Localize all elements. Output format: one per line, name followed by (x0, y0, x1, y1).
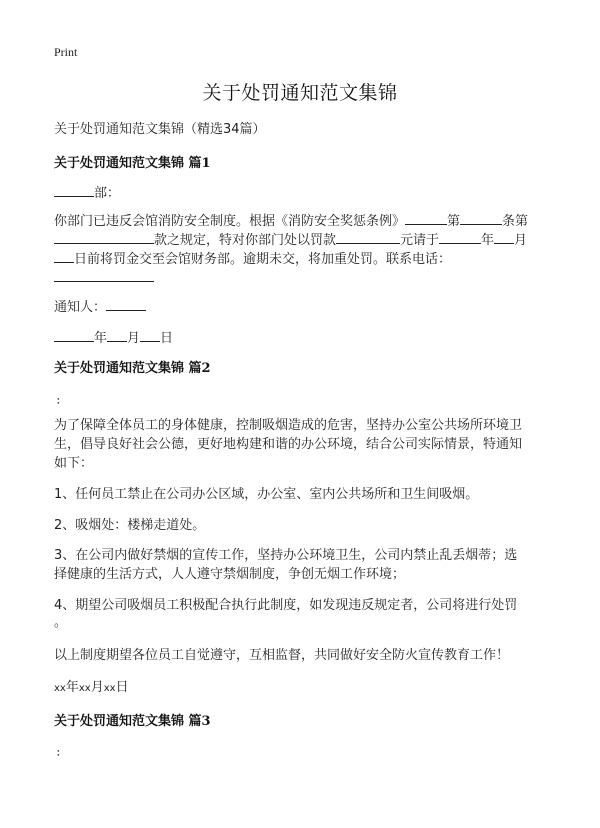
section-2-item-3-line-2: 择健康的生活方式，人人遵守禁烟制度，争创无烟工作环境； (54, 567, 406, 582)
date-placeholder: xx (78, 683, 91, 694)
section-2-intro-line-2: 生，倡导良好社会公德，更好地构建和谐的办公环境，结合公司实际情景，特通知 (54, 437, 523, 452)
paragraph-text: 条第 (502, 214, 529, 229)
date-text: 日 (160, 331, 174, 346)
section-1-department-line (54, 182, 554, 203)
section-2-item-3-line-1: 3、在公司内做好禁烟的宣传工作，坚持办公环境卫生，公司内禁止乱丢烟蒂；选 (54, 548, 518, 563)
month-blank (494, 229, 514, 244)
paragraph-text: 你部门已违反会馆消防安全制度。根据《消防安全奖惩条例》 (54, 214, 406, 229)
paragraph-text: 年 (481, 233, 495, 248)
section-2-date-line (54, 678, 554, 698)
department-suffix: 部： (94, 186, 121, 201)
document-title: 关于处罚通知范文集锦 (202, 82, 398, 104)
section-2-salutation: ： (56, 396, 66, 407)
section-2-item-2: 2、吸烟处：楼梯走道处。 (54, 518, 206, 533)
date-placeholder: xx (103, 683, 116, 694)
date-text: 日 (115, 680, 129, 695)
date-text: 年 (65, 680, 79, 695)
section-2-intro-line-1: 为了保障全体员工的身体健康，控制吸烟造成的危害，坚持办公室公共场所环境卫 (54, 418, 523, 433)
day-blank (54, 248, 74, 263)
paragraph-text: 日前将罚金交至会馆财务部。逾期未交，将加重处罚。联系电话： (74, 252, 452, 267)
date-text: 年 (94, 331, 108, 346)
section-2-closing: 以上制度期望各位员工自觉遵守，互相监督，共同做好安全防火宣传教育工作！ (54, 648, 510, 663)
section-1-paragraph-line-2 (54, 229, 554, 250)
day-blank (140, 327, 160, 342)
section-2-intro-line-3: 如下： (54, 456, 94, 471)
intro-text: 关于处罚通知范文集锦（精选34篇） (54, 122, 266, 137)
section-1-phone-line (54, 267, 554, 288)
notifier-label: 通知人： (54, 300, 107, 315)
print-label[interactable]: Print (54, 45, 78, 59)
date-text: 月 (127, 331, 141, 346)
section-2-item-4-line-2: 。 (54, 615, 68, 630)
section-1-heading: 关于处罚通知范文集锦 篇1 (54, 156, 211, 171)
department-blank (54, 182, 94, 197)
clause-blank (460, 210, 502, 225)
month-blank (107, 327, 127, 342)
item-blank (54, 229, 154, 244)
paragraph-text: 月 (514, 233, 528, 248)
year-blank (439, 229, 481, 244)
notifier-blank (106, 296, 146, 311)
section-2-heading: 关于处罚通知范文集锦 篇2 (54, 361, 211, 376)
section-1-paragraph-line-3 (54, 248, 554, 269)
paragraph-text: 第 (447, 214, 461, 229)
section-1-date-line (54, 327, 554, 348)
section-1-notifier-line (54, 296, 554, 317)
section-2-item-1: 1、任何员工禁止在公司办公区域，办公室、室内公共场所和卫生间吸烟。 (54, 487, 479, 502)
fine-amount-blank (336, 229, 400, 244)
section-3-heading: 关于处罚通知范文集锦 篇3 (54, 714, 211, 729)
paragraph-text: 款之规定，特对你部门处以罚款 (154, 233, 337, 248)
section-2-item-4-line-1: 4、期望公司吸烟员工积极配合执行此制度，如发现违反规定者，公司将进行处罚 (54, 598, 518, 613)
section-1-paragraph-line-1 (54, 210, 554, 231)
year-blank (54, 327, 94, 342)
date-placeholder: xx (54, 683, 66, 694)
article-blank (405, 210, 447, 225)
phone-blank (54, 267, 154, 282)
section-3-salutation: ： (56, 748, 66, 759)
paragraph-text: 元请于 (400, 233, 440, 248)
date-text: 月 (90, 680, 104, 695)
